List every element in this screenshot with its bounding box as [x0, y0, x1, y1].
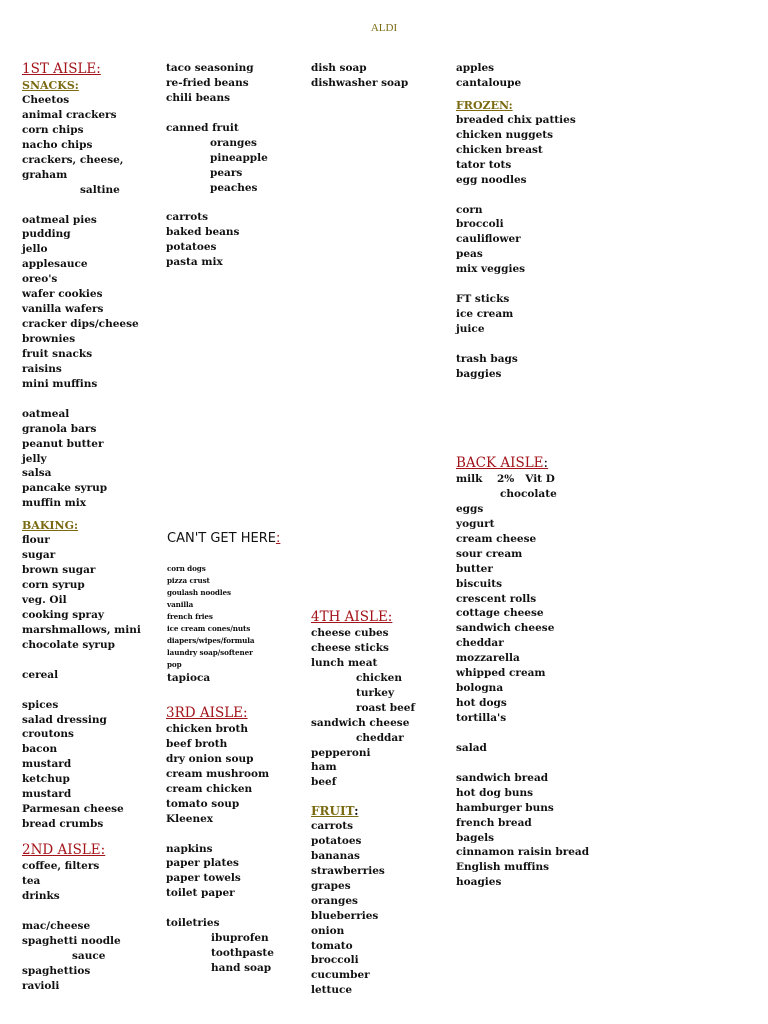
- list-item: spices: [22, 698, 59, 711]
- list-item: spaghettios: [22, 964, 91, 977]
- fruit-section: [311, 804, 385, 998]
- list-item: crescent rolls: [456, 592, 537, 605]
- list-item: brown sugar: [22, 564, 96, 577]
- aisle-4-more-list: [311, 746, 415, 791]
- list-item: ham: [311, 761, 337, 774]
- list-item: ravioli: [22, 979, 60, 992]
- list-item: peaches: [210, 181, 258, 194]
- list-item: laundry soap/softener: [167, 648, 253, 657]
- list-item: spaghetti noodle: [22, 934, 121, 947]
- list-item: croutons: [22, 728, 74, 741]
- list-item: flour: [22, 534, 50, 547]
- canned-fruit-list: [166, 136, 268, 196]
- list-item: ibuprofen: [211, 932, 269, 945]
- list-item: English muffins: [456, 861, 550, 874]
- list-item: hot dog buns: [456, 786, 534, 799]
- list-item: onion: [311, 924, 345, 937]
- list-item: brownies: [22, 333, 76, 345]
- aisle-3-list: [166, 722, 274, 827]
- list-item: ketchup: [22, 773, 70, 786]
- list-item: pears: [210, 166, 243, 179]
- back-aisle-section: [456, 455, 589, 890]
- list-item: oatmeal pies: [22, 213, 97, 226]
- list-item: salad: [456, 741, 487, 754]
- list-item: blueberries: [311, 909, 379, 922]
- list-item: goulash noodles: [167, 588, 231, 597]
- list-item: fruit snacks: [22, 347, 93, 360]
- list-item: paper plates: [166, 857, 239, 870]
- list-item: nacho chips: [22, 138, 93, 151]
- list-item: jelly: [22, 452, 47, 465]
- list-item: whipped cream: [456, 667, 546, 680]
- list-item: saltine: [80, 183, 120, 196]
- list-item: corn: [456, 203, 483, 216]
- list-item: granola bars: [22, 422, 97, 435]
- list-item: tomato: [311, 939, 353, 952]
- aisle-3-heading: 3RD AISLE:: [166, 705, 248, 721]
- list-item: apples: [456, 62, 495, 74]
- list-item: tator tots: [456, 158, 512, 171]
- list-item: carrots: [311, 820, 354, 832]
- list-item: hand soap: [211, 962, 272, 974]
- list-item: cream mushroom: [166, 767, 270, 780]
- list-item: tortilla's: [456, 712, 507, 724]
- list-item: sandwich bread: [456, 771, 549, 784]
- list-item: cereal: [22, 668, 59, 681]
- list-item: toilet paper: [166, 887, 235, 900]
- list-item: tea: [22, 874, 41, 887]
- list-item: cantaloupe: [456, 76, 522, 89]
- list-item: taco seasoning: [166, 62, 254, 74]
- list-item: hamburger buns: [456, 801, 554, 814]
- list-item: beef broth: [166, 737, 228, 750]
- misc-list: [22, 698, 141, 832]
- list-item: chili beans: [166, 91, 231, 104]
- list-item: butter: [456, 562, 493, 575]
- list-item: oranges: [311, 894, 358, 907]
- list-item: dishwasher soap: [311, 76, 409, 89]
- column-4: [456, 61, 576, 382]
- list-item: hot dogs: [456, 697, 507, 710]
- list-item: marshmallows, mini: [22, 623, 141, 636]
- list-item: strawberries: [311, 864, 385, 877]
- list-item: bread crumbs: [22, 818, 104, 831]
- list-item: toiletries: [166, 917, 220, 930]
- aisle-2-section: [22, 842, 121, 993]
- canned-veg-list: [166, 210, 268, 270]
- list-item: Kleenex: [166, 812, 214, 825]
- list-item: sandwich cheese: [456, 622, 555, 635]
- list-item: pepperoni: [311, 746, 371, 759]
- list-item: mini muffins: [22, 377, 98, 390]
- column-3-top-list: [311, 61, 408, 91]
- list-item: Cheetos: [22, 94, 70, 106]
- bags-list: [456, 352, 576, 382]
- snacks-list: [22, 93, 141, 183]
- list-item: egg noodles: [456, 173, 527, 186]
- list-item: cauliflower: [456, 233, 521, 246]
- list-item: eggs: [456, 502, 484, 515]
- list-item: cheese sticks: [311, 641, 389, 654]
- list-item: cheese cubes: [311, 627, 389, 639]
- fruit-heading: FRUIT:: [311, 804, 359, 818]
- list-item: broccoli: [456, 218, 504, 231]
- list-item: dry onion soup: [166, 752, 254, 765]
- list-item: chicken nuggets: [456, 128, 554, 141]
- list-item: cinnamon raisin bread: [456, 846, 590, 859]
- list-item: lunch meat: [311, 656, 378, 669]
- frozen-veg-list: [456, 203, 576, 278]
- list-item: cracker dips/cheese: [22, 318, 139, 331]
- list-item: toothpaste: [211, 947, 274, 960]
- list-item: dish soap: [311, 62, 367, 74]
- list-item: salad dressing: [22, 713, 107, 726]
- list-item: oranges: [210, 136, 257, 149]
- list-item: wafer cookies: [22, 288, 103, 301]
- aisle-2-list-rest: [22, 964, 121, 994]
- list-item: paper towels: [166, 872, 241, 885]
- aisle-3-section: [166, 705, 274, 976]
- list-item: vanilla wafers: [22, 303, 104, 316]
- list-item: diapers/wipes/formula: [167, 636, 255, 645]
- list-item: hoagies: [456, 876, 502, 889]
- list-item: veg. Oil: [22, 594, 67, 606]
- list-item: applesauce: [22, 258, 88, 271]
- column-3: [311, 61, 408, 91]
- list-item: ice cream: [456, 308, 514, 321]
- list-item: animal crackers: [22, 108, 117, 121]
- list-item: grapes: [311, 879, 351, 892]
- list-item: milk 2% Vit D: [456, 473, 555, 485]
- list-item: bacon: [22, 743, 58, 756]
- list-item: crackers, cheese,: [22, 153, 124, 166]
- list-item: re-fried beans: [166, 76, 249, 89]
- cant-get-list: [167, 563, 280, 671]
- column-4-top-list: [456, 61, 576, 91]
- list-item: sour cream: [456, 547, 523, 560]
- list-item: graham: [22, 168, 68, 181]
- list-item: bologna: [456, 682, 504, 695]
- list-item: mix veggies: [456, 263, 526, 276]
- list-item: jello: [22, 243, 48, 256]
- list-item: cooking spray: [22, 608, 104, 621]
- paper-list: [166, 842, 274, 902]
- list-item: bagels: [456, 831, 495, 844]
- list-item: corn chips: [22, 123, 84, 136]
- cant-get-section: [167, 531, 280, 686]
- list-item: oreo's: [22, 273, 58, 286]
- list-item: vanilla: [167, 600, 194, 609]
- snacks-list-2: [22, 213, 141, 392]
- aisle-4-section: [311, 609, 415, 790]
- list-item: mustard: [22, 758, 72, 771]
- list-item: roast beef: [356, 701, 415, 714]
- list-item: bananas: [311, 849, 360, 862]
- baking-list: [22, 533, 141, 653]
- column-2-top-list: [166, 61, 268, 106]
- dairy-list: [456, 502, 589, 726]
- list-item: carrots: [166, 211, 209, 224]
- list-item: turkey: [356, 686, 395, 699]
- back-aisle-heading: BACK AISLE:: [456, 455, 549, 471]
- list-item: sugar: [22, 549, 56, 562]
- frozen-label: FROZEN:: [456, 98, 513, 112]
- frozen-misc-list: [456, 292, 576, 337]
- list-item: pancake syrup: [22, 482, 108, 495]
- list-item: chocolate syrup: [22, 638, 115, 651]
- list-item: sauce: [72, 949, 106, 962]
- list-item: chicken: [356, 671, 402, 684]
- list-item: pop: [167, 660, 182, 669]
- snacks-label: SNACKS:: [22, 79, 79, 92]
- list-item: cucumber: [311, 969, 370, 982]
- list-item: mac/cheese: [22, 919, 91, 932]
- list-item: napkins: [166, 842, 213, 855]
- list-item: baked beans: [166, 226, 240, 239]
- cant-get-here-heading: CAN'T GET HERE:: [167, 531, 281, 546]
- list-item: oatmeal: [22, 407, 70, 420]
- list-item: potatoes: [166, 241, 217, 254]
- list-item: french fries: [167, 612, 213, 621]
- list-item: chicken breast: [456, 143, 543, 156]
- list-item: chocolate: [500, 487, 557, 500]
- list-item: cottage cheese: [456, 607, 544, 620]
- breakfast-list: [22, 407, 141, 512]
- list-item: broccoli: [311, 954, 359, 967]
- aisle-2-heading: 2ND AISLE:: [22, 842, 106, 858]
- list-item: biscuits: [456, 577, 503, 590]
- list-item: baggies: [456, 367, 502, 380]
- document-title: ALDI: [370, 22, 398, 34]
- list-item: yogurt: [456, 517, 495, 530]
- list-item: sandwich cheese: [311, 716, 410, 729]
- list-item: tomato soup: [166, 797, 240, 810]
- baking-label: BAKING:: [22, 519, 79, 533]
- aisle-4-heading: 4TH AISLE:: [311, 609, 393, 625]
- list-item: chicken broth: [166, 723, 249, 735]
- list-item: french bread: [456, 816, 532, 829]
- list-item: ice cream cones/nuts: [167, 624, 251, 633]
- column-1: [22, 61, 141, 832]
- list-item: corn syrup: [22, 579, 85, 592]
- list-item: pizza crust: [167, 576, 210, 585]
- list-item: tapioca: [167, 672, 211, 684]
- list-item: corn dogs: [167, 564, 206, 573]
- list-item: potatoes: [311, 834, 362, 847]
- fruit-list: [311, 819, 385, 998]
- list-item: mozzarella: [456, 652, 520, 665]
- list-item: lettuce: [311, 984, 353, 997]
- list-item: Parmesan cheese: [22, 803, 124, 816]
- list-item: coffee, filters: [22, 860, 100, 872]
- list-item: cheddar: [356, 731, 404, 744]
- frozen-list: [456, 113, 576, 188]
- list-item: juice: [456, 323, 485, 335]
- list-item: salsa: [22, 467, 52, 480]
- bread-list: [456, 771, 589, 891]
- list-item: cheddar: [456, 637, 504, 650]
- list-item: beef: [311, 776, 337, 789]
- list-item: breaded chix patties: [456, 113, 576, 126]
- list-item: drinks: [22, 889, 60, 902]
- list-item: peanut butter: [22, 437, 104, 450]
- list-item: cream chicken: [166, 782, 253, 795]
- aisle-4-list: [311, 626, 415, 671]
- aisle-1-heading: 1ST AISLE:: [22, 61, 101, 77]
- list-item: canned fruit: [166, 121, 239, 134]
- list-item: pudding: [22, 228, 71, 241]
- list-item: trash bags: [456, 352, 518, 365]
- column-2: [166, 61, 268, 270]
- aisle-2-list: [22, 859, 121, 904]
- list-item: muffin mix: [22, 497, 86, 510]
- list-item: raisins: [22, 362, 62, 375]
- list-item: pasta mix: [166, 256, 223, 269]
- list-item: FT sticks: [456, 293, 510, 306]
- list-item: mustard: [22, 788, 72, 801]
- list-item: cream cheese: [456, 532, 537, 545]
- list-item: peas: [456, 248, 483, 261]
- toiletries-list: [166, 931, 274, 976]
- meats-list: [311, 671, 415, 716]
- list-item: pineapple: [210, 151, 268, 164]
